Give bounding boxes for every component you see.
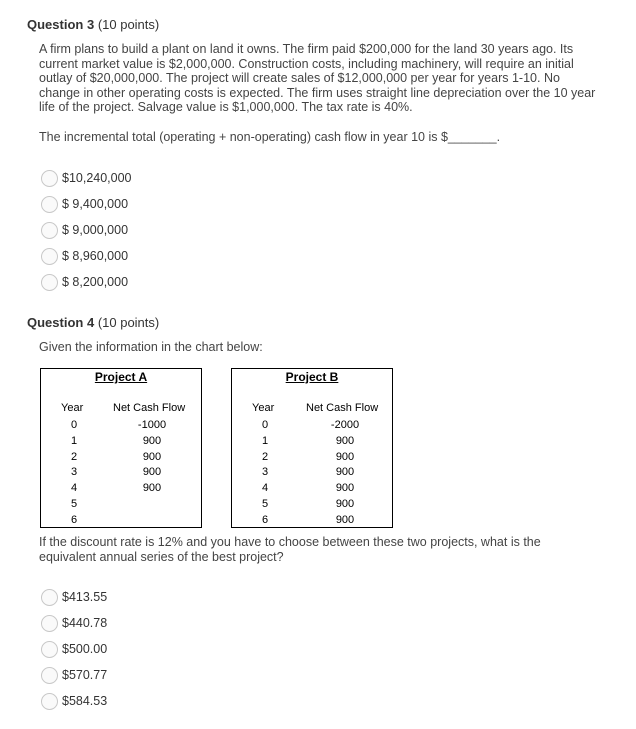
q4-option-1[interactable] (41, 584, 107, 610)
q4-option-1-label: $413.55 (62, 590, 108, 604)
radio-button-icon[interactable] (41, 589, 58, 606)
q4-option-2[interactable] (41, 610, 107, 636)
table-row (41, 465, 201, 481)
project-b-table (231, 368, 393, 528)
table-row (41, 513, 201, 529)
cash-flow-cell: 900 (142, 450, 162, 463)
q3-option-2[interactable] (41, 191, 132, 217)
year-cell: 3 (70, 466, 78, 479)
cash-flow-cell: 900 (142, 482, 162, 495)
q4-option-5-label: $584.53 (62, 694, 108, 708)
year-cell: 4 (70, 482, 78, 495)
question-4-prompt: If the discount rate is 12% and you have to choose between these two projects, what is the equivalent annual series of the best project? (39, 535, 541, 564)
project-a-title: Project A (94, 370, 148, 384)
table-row (41, 450, 201, 466)
year-cell: 2 (261, 450, 269, 463)
q3-option-4-label: $ 8,960,000 (62, 249, 129, 263)
q4-option-4[interactable] (41, 662, 107, 688)
year-cell: 5 (261, 497, 269, 510)
year-cell: 0 (70, 419, 78, 431)
table-row (232, 481, 392, 497)
project-b-title: Project B (285, 370, 339, 384)
radio-button-icon[interactable] (41, 641, 58, 658)
project-a-cf-header: Net Cash Flow (113, 402, 186, 414)
table-row (41, 434, 201, 450)
project-b-year-header: Year (252, 402, 275, 414)
radio-button-icon[interactable] (41, 248, 58, 265)
year-cell: 0 (261, 419, 269, 431)
question-4-options (41, 584, 107, 714)
cash-flow-cell: 900 (142, 434, 162, 447)
cash-flow-cell: 900 (335, 513, 355, 526)
q4-option-5[interactable] (41, 688, 107, 714)
cash-flow-cell: 900 (335, 450, 355, 463)
table-row (41, 497, 201, 513)
q3-option-1[interactable] (41, 165, 132, 191)
question-3-prompt: The incremental total (operating + non-operating) cash flow in year 10 is $_______. (39, 130, 501, 144)
radio-button-icon[interactable] (41, 274, 58, 291)
cash-flow-cell: 900 (335, 466, 355, 479)
question-4-title (27, 315, 159, 330)
radio-button-icon[interactable] (41, 170, 58, 187)
q3-option-5-label: $ 8,200,000 (62, 275, 129, 289)
table-row (232, 418, 392, 434)
table-row (232, 434, 392, 450)
radio-button-icon[interactable] (41, 693, 58, 710)
year-cell: 1 (261, 434, 269, 447)
q3-option-3-label: $ 9,000,000 (62, 223, 129, 237)
question-3-options (41, 165, 132, 295)
year-cell: 6 (70, 513, 78, 526)
year-cell: 1 (70, 434, 78, 447)
question-3-title (27, 17, 159, 32)
q3-option-5[interactable] (41, 269, 132, 295)
q3-option-4[interactable] (41, 243, 132, 269)
year-cell: 2 (70, 450, 78, 463)
cash-flow-cell: 900 (335, 497, 355, 510)
q3-option-1-label: $10,240,000 (62, 171, 132, 185)
table-row (232, 497, 392, 513)
cash-flow-cell: -2000 (330, 419, 360, 431)
q4-option-4-label: $570.77 (62, 668, 108, 682)
radio-button-icon[interactable] (41, 196, 58, 213)
project-a-table (40, 368, 202, 528)
radio-button-icon[interactable] (41, 615, 58, 632)
cash-flow-cell: -1000 (137, 419, 167, 431)
year-cell: 6 (261, 513, 269, 526)
table-row (232, 450, 392, 466)
question-4-points: (10 points) (97, 315, 160, 330)
table-row (41, 418, 201, 434)
table-row (232, 465, 392, 481)
project-b-cf-header: Net Cash Flow (306, 402, 379, 414)
q3-option-3[interactable] (41, 217, 132, 243)
year-cell: 5 (70, 497, 78, 510)
radio-button-icon[interactable] (41, 222, 58, 239)
year-cell: 3 (261, 466, 269, 479)
cash-flow-cell: 900 (335, 434, 355, 447)
project-a-year-header: Year (61, 402, 84, 414)
q3-option-2-label: $ 9,400,000 (62, 197, 129, 211)
table-row (232, 513, 392, 529)
q4-option-3-label: $500.00 (62, 642, 108, 656)
question-3-points: (10 points) (97, 17, 160, 32)
cash-flow-cell: 900 (142, 466, 162, 479)
question-3-body: A firm plans to build a plant on land it owns. The firm paid $200,000 for the land 30 years ago. Its current market value is $2,000,000. Construction costs, including machinery, will require an initial outlay of $20,000,000. The project will create sales of $12,000,000 per year for years 1-10. No change in other operating costs is expected. The firm uses straight line depreciation over the 10 year life of the project. Salvage value is $1,000,000. The tax rate is 40%. (39, 42, 596, 114)
radio-button-icon[interactable] (41, 667, 58, 684)
question-4-label: Question 4 (27, 315, 95, 330)
cash-flow-cell: 900 (335, 482, 355, 495)
year-cell: 4 (261, 482, 269, 495)
q4-option-2-label: $440.78 (62, 616, 108, 630)
q4-option-3[interactable] (41, 636, 107, 662)
table-row (41, 481, 201, 497)
question-3-label: Question 3 (27, 17, 95, 32)
question-4-intro: Given the information in the chart below: (39, 340, 263, 354)
